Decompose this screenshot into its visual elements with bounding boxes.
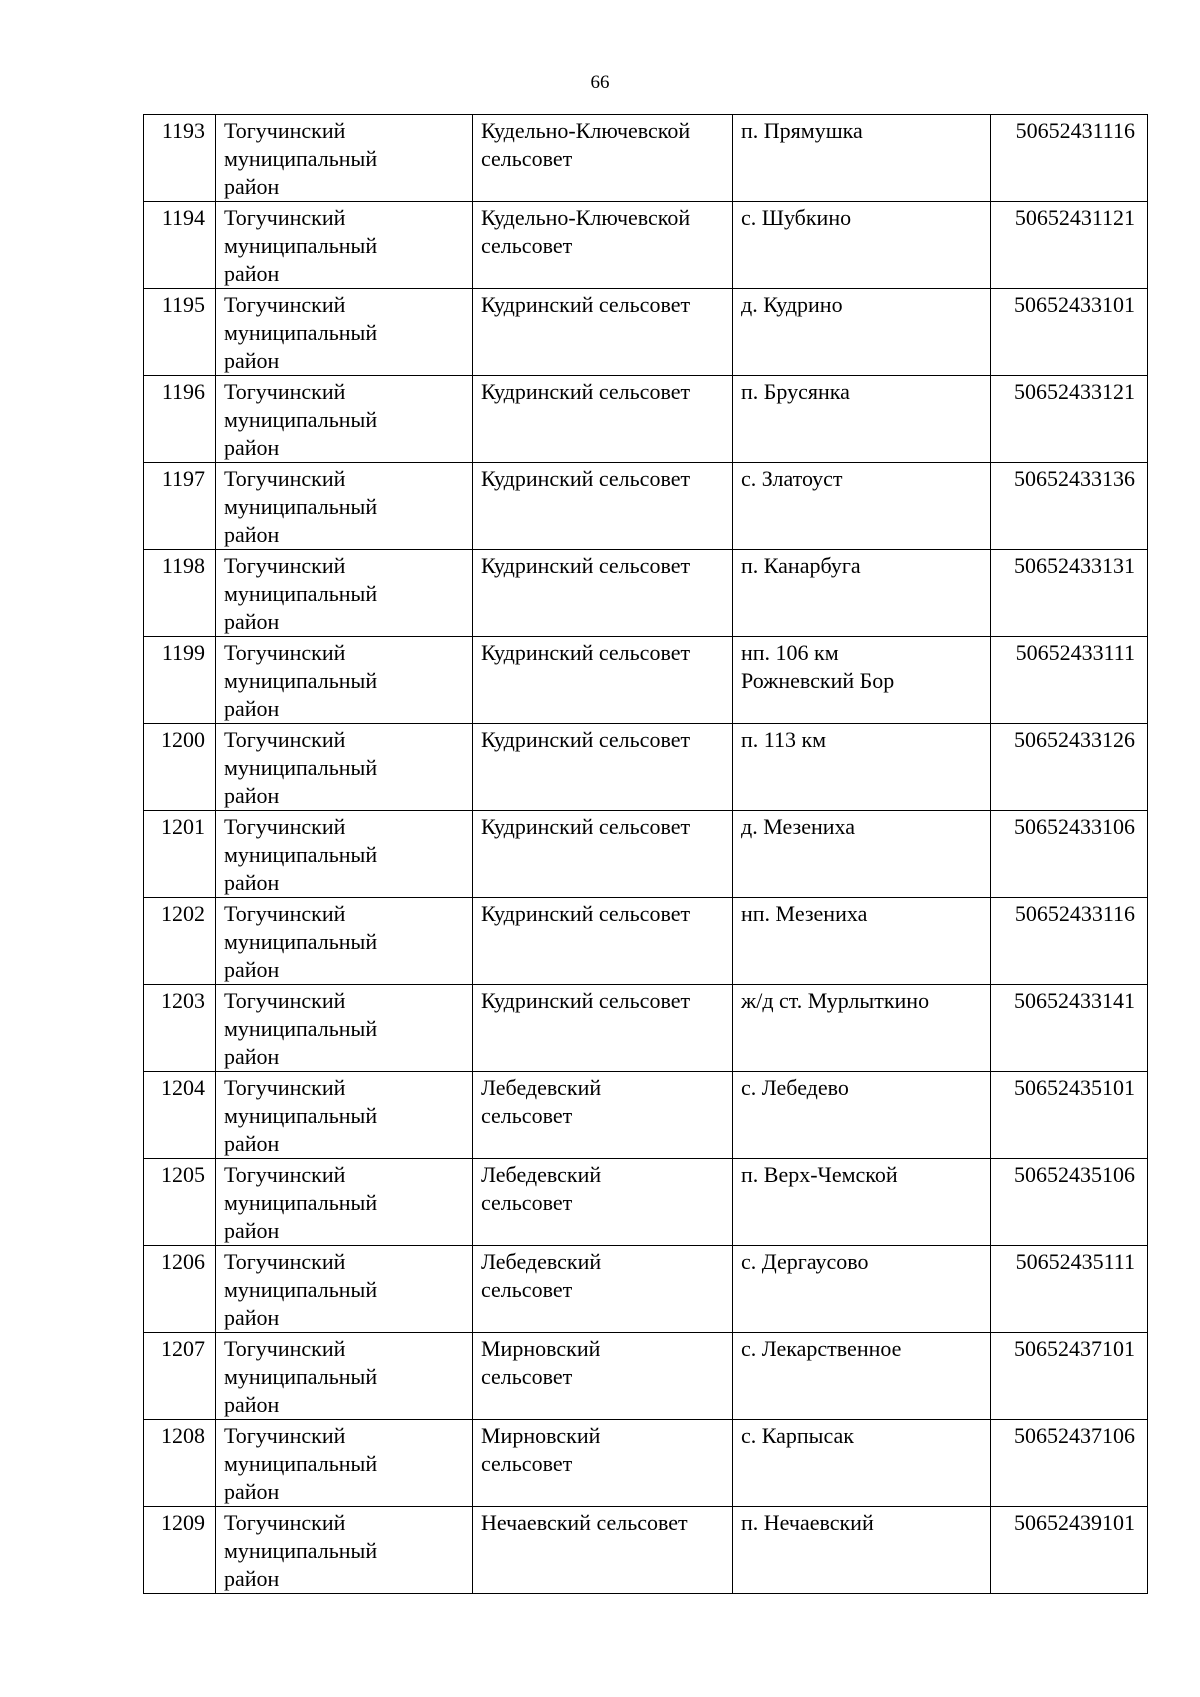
settlement-cell-line: п. Прямушка bbox=[741, 118, 863, 143]
table-row bbox=[144, 202, 1148, 289]
district-cell-line: район bbox=[224, 783, 280, 808]
row-number-cell: 1205 bbox=[144, 1159, 216, 1246]
row-number-cell: 1194 bbox=[144, 202, 216, 289]
district-cell-line: муниципальный bbox=[224, 233, 378, 258]
settlement-cell-line: п. Верх-Чемской bbox=[741, 1162, 898, 1187]
district-cell bbox=[216, 463, 473, 550]
district-cell-line: Тогучинский bbox=[224, 1075, 346, 1100]
district-cell-line: Тогучинский bbox=[224, 379, 346, 404]
district-cell-line: Тогучинский bbox=[224, 988, 346, 1013]
settlement-cell-line: п. Брусянка bbox=[741, 379, 850, 404]
council-cell-line: сельсовет bbox=[481, 1364, 573, 1389]
council-cell-line: сельсовет bbox=[481, 1103, 573, 1128]
settlement-cell bbox=[733, 376, 991, 463]
settlement-cell-line: Рожневский Бор bbox=[741, 668, 895, 693]
council-cell bbox=[473, 724, 733, 811]
council-cell bbox=[473, 463, 733, 550]
district-cell bbox=[216, 1072, 473, 1159]
council-cell bbox=[473, 1159, 733, 1246]
settlement-cell bbox=[733, 1420, 991, 1507]
district-cell-line: Тогучинский bbox=[224, 1423, 346, 1448]
table-row bbox=[144, 1420, 1148, 1507]
district-cell bbox=[216, 376, 473, 463]
oktmo-code-cell: 50652433126 bbox=[991, 724, 1148, 811]
district-cell-line: муниципальный bbox=[224, 320, 378, 345]
district-cell-line: район bbox=[224, 435, 280, 460]
district-cell-line: Тогучинский bbox=[224, 1510, 346, 1535]
council-cell bbox=[473, 898, 733, 985]
council-cell-line: сельсовет bbox=[481, 233, 573, 258]
district-cell-line: район bbox=[224, 1305, 280, 1330]
row-number-cell: 1203 bbox=[144, 985, 216, 1072]
district-cell-line: муниципальный bbox=[224, 755, 378, 780]
council-cell-line: сельсовет bbox=[481, 1190, 573, 1215]
settlement-cell bbox=[733, 202, 991, 289]
oktmo-code-cell: 50652437101 bbox=[991, 1333, 1148, 1420]
council-cell bbox=[473, 1246, 733, 1333]
district-cell bbox=[216, 202, 473, 289]
council-cell bbox=[473, 115, 733, 202]
district-cell bbox=[216, 1507, 473, 1594]
district-cell bbox=[216, 898, 473, 985]
row-number-cell: 1206 bbox=[144, 1246, 216, 1333]
oktmo-code-cell: 50652435106 bbox=[991, 1159, 1148, 1246]
settlement-cell-line: с. Лекарственное bbox=[741, 1336, 902, 1361]
oktmo-code-cell: 50652433141 bbox=[991, 985, 1148, 1072]
district-cell-line: район bbox=[224, 957, 280, 982]
district-cell-line: район bbox=[224, 609, 280, 634]
table-row bbox=[144, 550, 1148, 637]
settlement-cell bbox=[733, 1072, 991, 1159]
council-cell-line: сельсовет bbox=[481, 146, 573, 171]
row-number-cell: 1209 bbox=[144, 1507, 216, 1594]
district-cell-line: муниципальный bbox=[224, 581, 378, 606]
district-cell bbox=[216, 1246, 473, 1333]
district-cell-line: район bbox=[224, 696, 280, 721]
settlement-cell-line: с. Шубкино bbox=[741, 205, 852, 230]
oktmo-code-cell: 50652437106 bbox=[991, 1420, 1148, 1507]
district-cell bbox=[216, 1159, 473, 1246]
district-cell bbox=[216, 1333, 473, 1420]
settlement-cell-line: д. Кудрино bbox=[741, 292, 843, 317]
district-cell-line: муниципальный bbox=[224, 1538, 378, 1563]
council-cell-line: Мирновский bbox=[481, 1336, 601, 1361]
settlement-cell-line: п. Нечаевский bbox=[741, 1510, 874, 1535]
settlement-cell-line: нп. 106 км bbox=[741, 640, 839, 665]
council-cell-line: Кудринский сельсовет bbox=[481, 988, 691, 1013]
council-cell-line: Кудринский сельсовет bbox=[481, 292, 691, 317]
council-cell-line: Кудельно-Ключевской bbox=[481, 118, 691, 143]
district-cell bbox=[216, 637, 473, 724]
table-body bbox=[144, 115, 1148, 1594]
district-cell bbox=[216, 724, 473, 811]
council-cell bbox=[473, 550, 733, 637]
settlement-cell-line: п. 113 км bbox=[741, 727, 827, 752]
table-row bbox=[144, 115, 1148, 202]
district-cell-line: муниципальный bbox=[224, 1103, 378, 1128]
table-row bbox=[144, 985, 1148, 1072]
council-cell bbox=[473, 1507, 733, 1594]
district-cell-line: Тогучинский bbox=[224, 1249, 346, 1274]
district-cell-line: район bbox=[224, 1566, 280, 1591]
oktmo-code-cell: 50652433101 bbox=[991, 289, 1148, 376]
district-cell-line: Тогучинский bbox=[224, 727, 346, 752]
council-cell bbox=[473, 811, 733, 898]
district-cell-line: Тогучинский bbox=[224, 901, 346, 926]
council-cell-line: сельсовет bbox=[481, 1451, 573, 1476]
district-cell-line: Тогучинский bbox=[224, 118, 346, 143]
district-cell-line: муниципальный bbox=[224, 1190, 378, 1215]
council-cell-line: Кудельно-Ключевской bbox=[481, 205, 691, 230]
district-cell bbox=[216, 115, 473, 202]
council-cell-line: Лебедевский bbox=[481, 1162, 602, 1187]
district-cell-line: район bbox=[224, 1479, 280, 1504]
table-row bbox=[144, 289, 1148, 376]
council-cell bbox=[473, 637, 733, 724]
settlement-cell bbox=[733, 1246, 991, 1333]
row-number-cell: 1200 bbox=[144, 724, 216, 811]
row-number-cell: 1196 bbox=[144, 376, 216, 463]
district-cell bbox=[216, 550, 473, 637]
district-cell-line: район bbox=[224, 1131, 280, 1156]
table-row bbox=[144, 463, 1148, 550]
oktmo-code-cell: 50652433111 bbox=[991, 637, 1148, 724]
settlement-cell bbox=[733, 550, 991, 637]
council-cell-line: Кудринский сельсовет bbox=[481, 727, 691, 752]
settlement-cell-line: с. Лебедево bbox=[741, 1075, 849, 1100]
district-cell-line: район bbox=[224, 1218, 280, 1243]
settlements-table bbox=[143, 114, 1148, 1594]
district-cell-line: район bbox=[224, 261, 280, 286]
council-cell-line: Лебедевский bbox=[481, 1075, 602, 1100]
district-cell bbox=[216, 1420, 473, 1507]
oktmo-code-cell: 50652435111 bbox=[991, 1246, 1148, 1333]
settlement-cell-line: ж/д ст. Мурлыткино bbox=[741, 988, 930, 1013]
settlement-cell bbox=[733, 898, 991, 985]
settlement-cell-line: д. Мезениха bbox=[741, 814, 855, 839]
row-number-cell: 1198 bbox=[144, 550, 216, 637]
district-cell-line: район bbox=[224, 348, 280, 373]
oktmo-code-cell: 50652435101 bbox=[991, 1072, 1148, 1159]
oktmo-code-cell: 50652431116 bbox=[991, 115, 1148, 202]
oktmo-code-cell: 50652431121 bbox=[991, 202, 1148, 289]
council-cell-line: Кудринский сельсовет bbox=[481, 466, 691, 491]
settlement-cell bbox=[733, 463, 991, 550]
page-number: 66 bbox=[590, 72, 610, 93]
council-cell bbox=[473, 985, 733, 1072]
settlement-cell bbox=[733, 637, 991, 724]
district-cell-line: муниципальный bbox=[224, 1277, 378, 1302]
table-row bbox=[144, 724, 1148, 811]
council-cell-line: Нечаевский сельсовет bbox=[481, 1510, 688, 1535]
settlement-cell bbox=[733, 1159, 991, 1246]
council-cell bbox=[473, 289, 733, 376]
row-number-cell: 1195 bbox=[144, 289, 216, 376]
row-number-cell: 1201 bbox=[144, 811, 216, 898]
council-cell bbox=[473, 376, 733, 463]
district-cell-line: муниципальный bbox=[224, 494, 378, 519]
table-row bbox=[144, 1159, 1148, 1246]
row-number-cell: 1208 bbox=[144, 1420, 216, 1507]
district-cell-line: муниципальный bbox=[224, 146, 378, 171]
district-cell-line: район bbox=[224, 1044, 280, 1069]
row-number-cell: 1199 bbox=[144, 637, 216, 724]
district-cell-line: муниципальный bbox=[224, 1451, 378, 1476]
council-cell-line: Кудринский сельсовет bbox=[481, 901, 691, 926]
district-cell-line: район bbox=[224, 870, 280, 895]
council-cell-line: Мирновский bbox=[481, 1423, 601, 1448]
district-cell-line: Тогучинский bbox=[224, 1336, 346, 1361]
district-cell-line: район bbox=[224, 174, 280, 199]
table-row bbox=[144, 811, 1148, 898]
settlement-cell-line: нп. Мезениха bbox=[741, 901, 868, 926]
district-cell-line: район bbox=[224, 522, 280, 547]
council-cell-line: Кудринский сельсовет bbox=[481, 553, 691, 578]
district-cell-line: муниципальный bbox=[224, 1016, 378, 1041]
council-cell-line: Кудринский сельсовет bbox=[481, 379, 691, 404]
district-cell-line: Тогучинский bbox=[224, 640, 346, 665]
oktmo-code-cell: 50652433136 bbox=[991, 463, 1148, 550]
district-cell-line: муниципальный bbox=[224, 1364, 378, 1389]
table-row bbox=[144, 898, 1148, 985]
district-cell-line: муниципальный bbox=[224, 929, 378, 954]
council-cell bbox=[473, 202, 733, 289]
district-cell bbox=[216, 985, 473, 1072]
settlement-cell bbox=[733, 985, 991, 1072]
settlement-cell bbox=[733, 115, 991, 202]
district-cell-line: Тогучинский bbox=[224, 1162, 346, 1187]
council-cell-line: Кудринский сельсовет bbox=[481, 640, 691, 665]
district-cell-line: Тогучинский bbox=[224, 553, 346, 578]
settlement-cell-line: с. Дергаусово bbox=[741, 1249, 869, 1274]
district-cell-line: муниципальный bbox=[224, 407, 378, 432]
oktmo-code-cell: 50652439101 bbox=[991, 1507, 1148, 1594]
district-cell bbox=[216, 811, 473, 898]
district-cell-line: муниципальный bbox=[224, 668, 378, 693]
council-cell bbox=[473, 1072, 733, 1159]
table-row bbox=[144, 1246, 1148, 1333]
row-number-cell: 1207 bbox=[144, 1333, 216, 1420]
settlement-cell bbox=[733, 289, 991, 376]
oktmo-code-cell: 50652433121 bbox=[991, 376, 1148, 463]
row-number-cell: 1193 bbox=[144, 115, 216, 202]
district-cell-line: Тогучинский bbox=[224, 205, 346, 230]
council-cell-line: Кудринский сельсовет bbox=[481, 814, 691, 839]
district-cell-line: Тогучинский bbox=[224, 814, 346, 839]
table-row bbox=[144, 1072, 1148, 1159]
row-number-cell: 1197 bbox=[144, 463, 216, 550]
oktmo-code-cell: 50652433116 bbox=[991, 898, 1148, 985]
settlement-cell-line: с. Златоуст bbox=[741, 466, 843, 491]
settlement-cell-line: с. Карпысак bbox=[741, 1423, 854, 1448]
settlement-cell bbox=[733, 1507, 991, 1594]
table-row bbox=[144, 1507, 1148, 1594]
council-cell bbox=[473, 1420, 733, 1507]
district-cell-line: Тогучинский bbox=[224, 292, 346, 317]
district-cell-line: Тогучинский bbox=[224, 466, 346, 491]
district-cell-line: район bbox=[224, 1392, 280, 1417]
settlement-cell bbox=[733, 1333, 991, 1420]
council-cell-line: Лебедевский bbox=[481, 1249, 602, 1274]
table-row bbox=[144, 376, 1148, 463]
settlement-cell bbox=[733, 811, 991, 898]
table-row bbox=[144, 637, 1148, 724]
oktmo-code-cell: 50652433106 bbox=[991, 811, 1148, 898]
row-number-cell: 1204 bbox=[144, 1072, 216, 1159]
district-cell bbox=[216, 289, 473, 376]
council-cell-line: сельсовет bbox=[481, 1277, 573, 1302]
table-row bbox=[144, 1333, 1148, 1420]
council-cell bbox=[473, 1333, 733, 1420]
row-number-cell: 1202 bbox=[144, 898, 216, 985]
settlement-cell bbox=[733, 724, 991, 811]
settlement-cell-line: п. Канарбуга bbox=[741, 553, 861, 578]
district-cell-line: муниципальный bbox=[224, 842, 378, 867]
oktmo-code-cell: 50652433131 bbox=[991, 550, 1148, 637]
